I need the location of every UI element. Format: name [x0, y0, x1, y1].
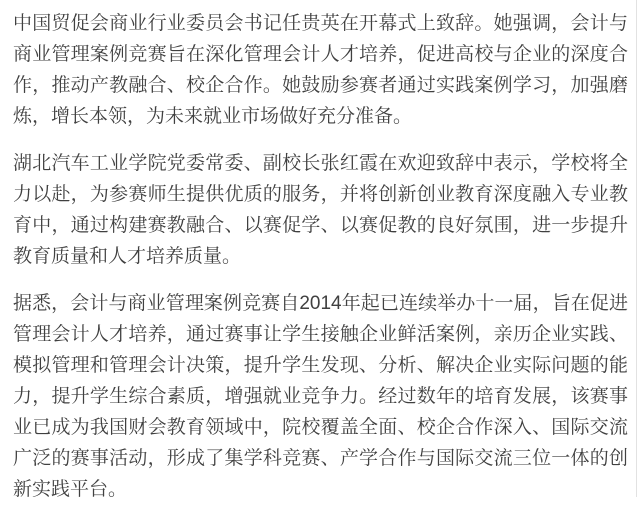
article-paragraph: 中国贸促会商业行业委员会书记任贵英在开幕式上致辞。她强调，会计与商业管理案例竞赛旨在深化管理会计人才培养，促进高校与企业的深度合作，推动产教融合、校企合作。她鼓励参赛者通过实践案例学习，加强磨炼，增长本领，为未来就业市场做好充分准备。	[13, 13, 628, 127]
right-edge-divider	[636, 0, 637, 497]
article-paragraph: 湖北汽车工业学院党委常委、副校长张红霞在欢迎致辞中表示，学校将全力以赴，为参赛师生提供优质的服务，并将创新创业教育深度融入专业教育中，通过构建赛教融合、以赛促学、以赛促教的良好氛围，进一步提升教育质量和人才培养质量。	[13, 153, 628, 267]
article-paragraph: 据悉，会计与商业管理案例竞赛自2014年起已连续举办十一届，旨在促进管理会计人才培养，通过赛事让学生接触企业鲜活案例，亲历企业实践、模拟管理和管理会计决策，提升学生发现、分析、解决企业实际问题的能力，提升学生综合素质，增强就业竞争力。经过数年的培育发展，该赛事业已成为我国财会教育领域中，院校覆盖全面、校企合作深入、国际交流广泛的赛事活动，形成了集学科竞赛、产学合作与国际交流三位一体的创新实践平台。	[13, 293, 628, 500]
article-body	[13, 8, 628, 521]
